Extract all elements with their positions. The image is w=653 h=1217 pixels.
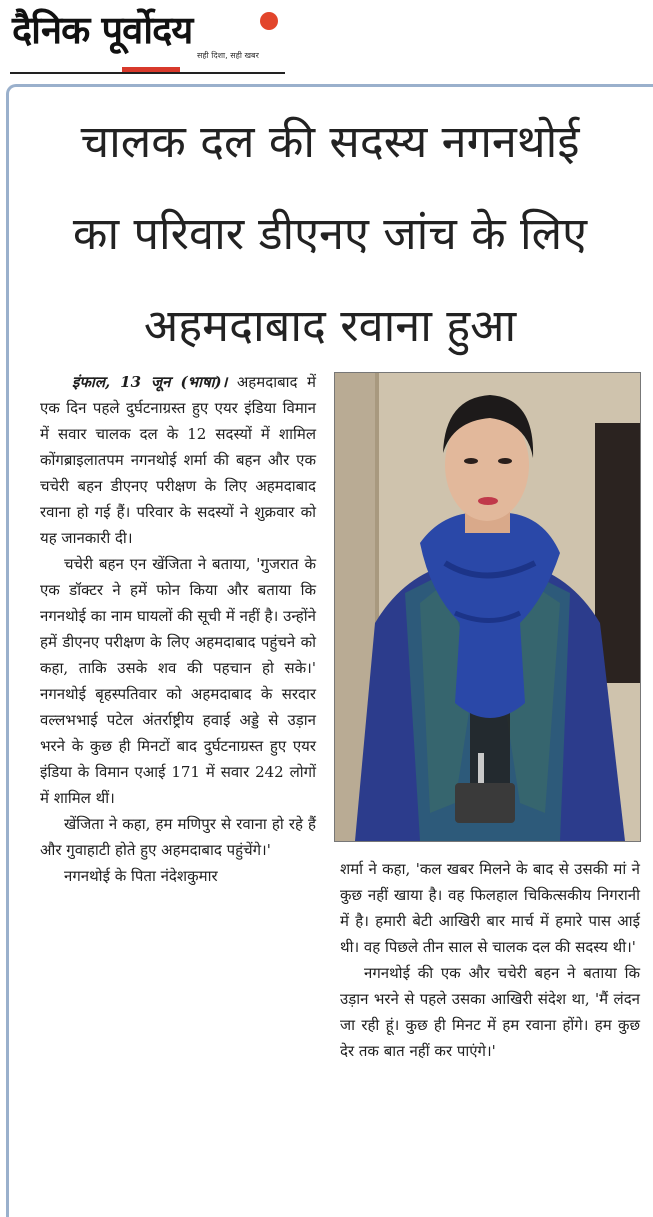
headline-line-3: अहमदाबाद रवाना हुआ <box>143 299 517 352</box>
masthead-rule <box>10 72 285 74</box>
article-column-left <box>40 369 316 889</box>
photo-illustration <box>335 373 640 841</box>
masthead-tagline: सही दिशा, सही खबर <box>197 51 259 60</box>
logo-dot-icon <box>260 12 278 30</box>
article-paragraph-5: शर्मा ने कहा, 'कल खबर मिलने के बाद से उसकी मां ने कुछ नहीं खाया है। वह फिलहाल चिकित्सकीय निगरानी में है। हमारी बेटी आखिरी बार मार्च में हमारे पास आई थी। वह पिछले तीन साल से चालक दल की सदस्य थी।' <box>340 860 640 956</box>
crew-member-photo <box>334 372 641 842</box>
masthead <box>0 0 653 78</box>
headline-line-1: चालक दल की सदस्य नगनथोई <box>80 115 580 168</box>
dateline: इंफाल, 13 जून (भाषा)। <box>72 373 228 391</box>
newspaper-logo: दैनिक पूर्वोदय <box>12 8 193 52</box>
article-paragraph-2: चचेरी बहन एन खेंजिता ने बताया, 'गुजरात के एक डॉक्टर ने हमें फोन किया और बताया कि नगनथोई का नाम घायलों की सूची में नहीं है। उन्होंने हमें डीएनए परीक्षण के लिए अहमदाबाद पहुंचने को कहा, ताकि उसके शव की पहचान हो सके।' नगनथोई बृहस्पतिवार को अहमदाबाद के सरदार वल्लभभाई पटेल अंतर्राष्ट्रीय हवाई अड्डे से उड़ान भरने के कुछ ही मिनटों बाद दुर्घटनाग्रस्त हुए एयर इंडिया के विमान एआई 171 में सवार 242 लोगों में शामिल थीं। <box>40 555 316 807</box>
article-paragraph-4: नगनथोई के पिता नंदेशकुमार <box>64 867 218 885</box>
article-column-right <box>340 856 640 1064</box>
headline-line-2: का परिवार डीएनए जांच के लिए <box>72 207 588 260</box>
paragraph-1-text: अहमदाबाद में एक दिन पहले दुर्घटनाग्रस्त हुए एयर इंडिया विमान में सवार चालक दल के 12 सदस्यों में शामिल कोंगब्राइलातपम नगनथोई शर्मा की बहन और एक चचेरी बहन डीएनए परीक्षण के लिए अहमदाबाद रवाना हो गई हैं। परिवार के सदस्यों ने शुक्रवार को यह जानकारी दी। <box>40 373 316 547</box>
article-paragraph-1 <box>40 369 316 551</box>
article-paragraph-3: खेंजिता ने कहा, हम मणिपुर से रवाना हो रहे हैं और गुवाहाटी होते हुए अहमदाबाद पहुंचेंगे।' <box>40 815 316 859</box>
headline <box>20 96 640 372</box>
article-paragraph-6: नगनथोई की एक और चचेरी बहन ने बताया कि उड़ान भरने से पहले उसका आखिरी संदेश था, 'मैं लंदन जा रही हूं। कुछ ही मिनट में हम रवाना होंगे। हम कुछ देर तक बात नहीं कर पाएंगे।' <box>340 964 640 1060</box>
